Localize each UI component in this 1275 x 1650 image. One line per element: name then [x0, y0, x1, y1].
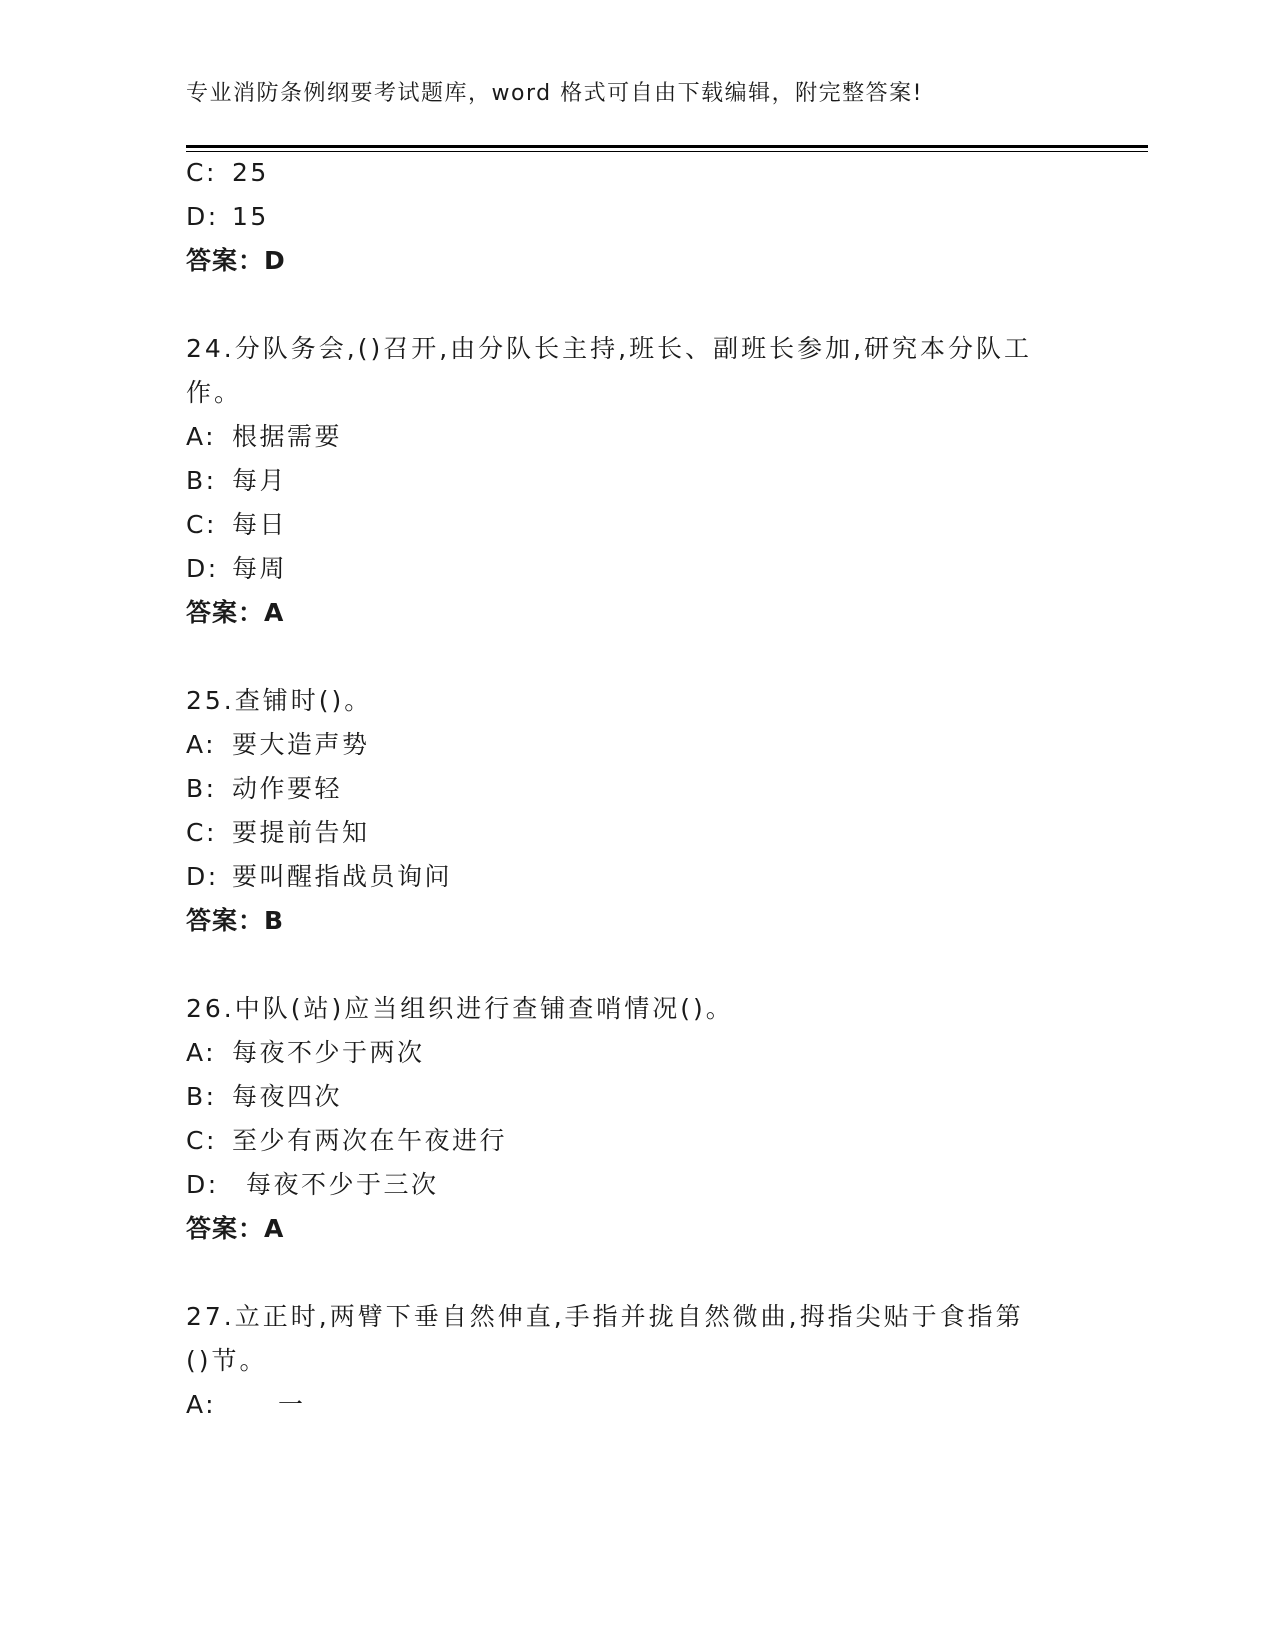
header-rule-thick: [186, 145, 1148, 148]
option-text: 每周: [232, 554, 288, 583]
option-line: [186, 774, 342, 804]
question-text: 27.立正时,两臂下垂自然伸直,手指并拢自然微曲,拇指尖贴于食指第: [186, 1302, 1024, 1331]
option-line: [186, 1390, 306, 1420]
option-line: [186, 510, 287, 540]
option-text: 至少有两次在午夜进行: [232, 1126, 508, 1155]
option-label: D:: [186, 202, 219, 231]
answer-line: 答案：D: [186, 246, 286, 275]
question-text-continued: ()节。: [186, 1346, 268, 1375]
answer-line: 答案：B: [186, 906, 285, 935]
option-label: A:: [186, 1390, 217, 1419]
option-text: 每夜不少于三次: [246, 1170, 439, 1199]
option-text: 一: [278, 1390, 306, 1419]
option-label: B:: [186, 774, 217, 803]
option-label: C:: [186, 510, 217, 539]
option-label: D:: [186, 554, 219, 583]
option-line: [186, 422, 342, 452]
option-label: D:: [186, 1170, 219, 1199]
option-line: [186, 730, 370, 760]
option-label: A:: [186, 422, 217, 451]
option-line: [186, 554, 287, 584]
question-text: 24.分队务会,()召开,由分队长主持,班长、副班长参加,研究本分队工: [186, 334, 1033, 363]
option-line: [186, 202, 269, 232]
question-text: 26.中队(站)应当组织进行查铺查哨情况()。: [186, 994, 734, 1023]
option-label: A:: [186, 730, 217, 759]
option-text: 根据需要: [232, 422, 343, 451]
option-text: 每夜四次: [232, 1082, 343, 1111]
option-text: 要大造声势: [232, 730, 370, 759]
option-label: C:: [186, 818, 217, 847]
option-line: [186, 158, 269, 188]
page-header: 专业消防条例纲要考试题库，word 格式可自由下载编辑，附完整答案!: [186, 81, 923, 106]
option-text: 25: [232, 158, 269, 187]
option-text: 要提前告知: [232, 818, 370, 847]
question-text-continued: 作。: [186, 378, 243, 407]
answer-line: 答案：A: [186, 1214, 285, 1243]
option-line: [186, 1170, 439, 1200]
option-line: [186, 862, 452, 892]
option-line: [186, 466, 287, 496]
option-line: [186, 1038, 425, 1068]
option-text: 每夜不少于两次: [232, 1038, 425, 1067]
option-label: A:: [186, 1038, 217, 1067]
option-label: B:: [186, 1082, 217, 1111]
option-line: [186, 1082, 342, 1112]
header-rule-thin: [186, 151, 1148, 152]
option-text: 动作要轻: [232, 774, 343, 803]
option-text: 要叫醒指战员询问: [232, 862, 453, 891]
option-label: B:: [186, 466, 217, 495]
option-text: 每月: [232, 466, 288, 495]
option-line: [186, 818, 370, 848]
option-label: D:: [186, 862, 219, 891]
option-line: [186, 1126, 507, 1156]
option-label: C:: [186, 1126, 217, 1155]
option-text: 15: [232, 202, 269, 231]
option-text: 每日: [232, 510, 288, 539]
option-label: C:: [186, 158, 217, 187]
answer-line: 答案：A: [186, 598, 285, 627]
question-text: 25.查铺时()。: [186, 686, 373, 715]
